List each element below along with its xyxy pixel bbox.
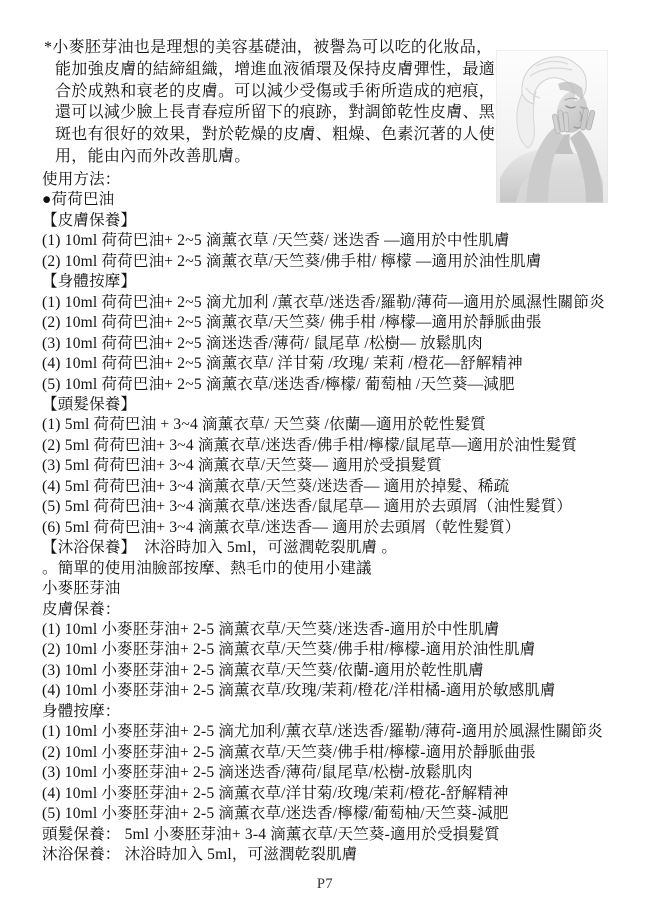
text-line: 頭髮保養： 5ml 小麥胚芽油+ 3-4 滴薰衣草/天竺葵-適用於受損髮質 (42, 825, 500, 843)
text-line: (2) 10ml 小麥胚芽油+ 2-5 滴薰衣草/天竺葵/佛手柑/檸檬-適用於靜脈曲張 (42, 743, 536, 761)
text-line: (4) 10ml 小麥胚芽油+ 2-5 滴薰衣草/洋甘菊/玫瑰/茉莉/橙花-舒解精神 (42, 784, 509, 802)
text-line: (3) 5ml 荷荷巴油+ 3~4 滴薰衣草/天竺葵— 適用於受損髮質 (42, 457, 442, 475)
text-line: ●荷荷巴油 (42, 191, 115, 209)
text-line: *小麥胚芽油也是理想的美容基礎油，被譽為可以吃的化妝品， (44, 39, 493, 56)
text-line: 合於成熟和衰老的皮膚。可以減少受傷或手術所造成的疤痕， (55, 82, 496, 100)
text-line: (1) 5ml 荷荷巴油 + 3~4 滴薰衣草/ 天竺葵 /依蘭—適用於乾性髮質 (42, 416, 487, 434)
text-line: 【頭髮保養】 (42, 395, 137, 413)
text-line: (4) 10ml 小麥胚芽油+ 2-5 滴薰衣草/玫瑰/茉莉/橙花/洋柑橘-適用於敏感肌膚 (42, 682, 556, 700)
text-line: (3) 10ml 小麥胚芽油+ 2-5 滴薰衣草/天竺葵/依蘭-適用於乾性肌膚 (42, 661, 484, 679)
text-line: (3) 10ml 小麥胚芽油+ 2-5 滴迷迭香/薄荷/鼠尾草/松樹-放鬆肌肉 (42, 764, 473, 782)
text-line: 【身體按摩】 (42, 273, 137, 291)
content-lines (42, 170, 632, 865)
text-line: (4) 5ml 荷荷巴油+ 3~4 滴薰衣草/天竺葵/迷迭香— 適用於掉髮、稀疏 (42, 477, 510, 495)
text-line: (2) 10ml 小麥胚芽油+ 2-5 滴薰衣草/天竺葵/佛手柑/檸檬-適用於油性肌膚 (42, 641, 536, 659)
text-line: (3) 10ml 荷荷巴油+ 2~5 滴迷迭香/薄荷/ 鼠尾草 /松樹— 放鬆肌肉 (42, 334, 483, 352)
text-line: (5) 10ml 小麥胚芽油+ 2-5 滴薰衣草/迷迭香/檸檬/葡萄柚/天竺葵-減肥 (42, 805, 509, 823)
text-line: 【沐浴保養】 沐浴時加入 5ml，可滋潤乾裂肌膚 。 (42, 539, 398, 557)
intro-paragraph (44, 37, 499, 168)
text-line: 小麥胚芽油 (42, 580, 121, 598)
text-line: (6) 5ml 荷荷巴油+ 3~4 滴薰衣草/迷迭香— 適用於去頭屑（乾性髮質） (42, 518, 521, 536)
text-line: (1) 10ml 小麥胚芽油+ 2-5 滴薰衣草/天竺葵/迷迭香-適用於中性肌膚 (42, 620, 500, 638)
text-line: 能加強皮膚的結締組織，增進血液循環及保持皮膚彈性，最適 (55, 60, 496, 78)
text-line: (2) 10ml 荷荷巴油+ 2~5 滴薰衣草/天竺葵/ 佛手柑 /檸檬—適用於靜脈曲張 (42, 314, 542, 332)
text-line: 【皮膚保養】 (42, 211, 137, 229)
text-line: (2) 5ml 荷荷巴油+ 3~4 滴薰衣草/迷迭香/佛手柑/檸檬/鼠尾草—適用於油性髮質 (42, 436, 578, 454)
text-line: (5) 10ml 荷荷巴油+ 2~5 滴薰衣草/迷迭香/檸檬/ 葡萄柚 /天竺葵—減肥 (42, 375, 515, 393)
text-line: 使用方法： (42, 171, 121, 188)
page-number: P7 (316, 876, 334, 892)
text-line: (4) 10ml 荷荷巴油+ 2~5 滴薰衣草/ 洋甘菊 /玫瑰/ 茉莉 /橙花—舒解精神 (42, 355, 523, 373)
text-line: 斑也有很好的效果，對於乾燥的皮膚、粗燥、色素沉著的人使 (55, 126, 496, 144)
text-line: 皮膚保養： (42, 600, 121, 618)
text-line: 沐浴保養： 沐浴時加入 5ml，可滋潤乾裂肌膚 (42, 845, 358, 863)
text-line: (1) 10ml 小麥胚芽油+ 2-5 滴尤加利/薰衣草/迷迭香/羅勒/薄荷-適用於風濕性關節炎 (42, 723, 603, 741)
text-line: (1) 10ml 荷荷巴油+ 2~5 滴薰衣草 /天竺葵/ 迷迭香 —適用於中性肌膚 (42, 232, 510, 250)
text-line: 還可以減少臉上長青春痘所留下的痕跡，對調節乾性皮膚、黑 (55, 104, 496, 122)
text-line: (2) 10ml 荷荷巴油+ 2~5 滴薰衣草/天竺葵/佛手柑/ 檸檬 —適用於油性肌膚 (42, 252, 542, 270)
text-line: (5) 5ml 荷荷巴油+ 3~4 滴薰衣草/迷迭香/鼠尾草— 適用於去頭屑（油性髮質） (42, 498, 573, 516)
text-line: 身體按摩： (42, 702, 121, 720)
text-line: 用，能由內而外改善肌膚。 (55, 147, 251, 165)
text-line: (1) 10ml 荷荷巴油+ 2~5 滴尤加利 /薰衣草/迷迭香/羅勒/薄荷—適用於風濕性關節炎 (42, 293, 605, 311)
text-line: 。簡單的使用油臉部按摩、熱毛巾的使用小建議 (42, 559, 372, 577)
